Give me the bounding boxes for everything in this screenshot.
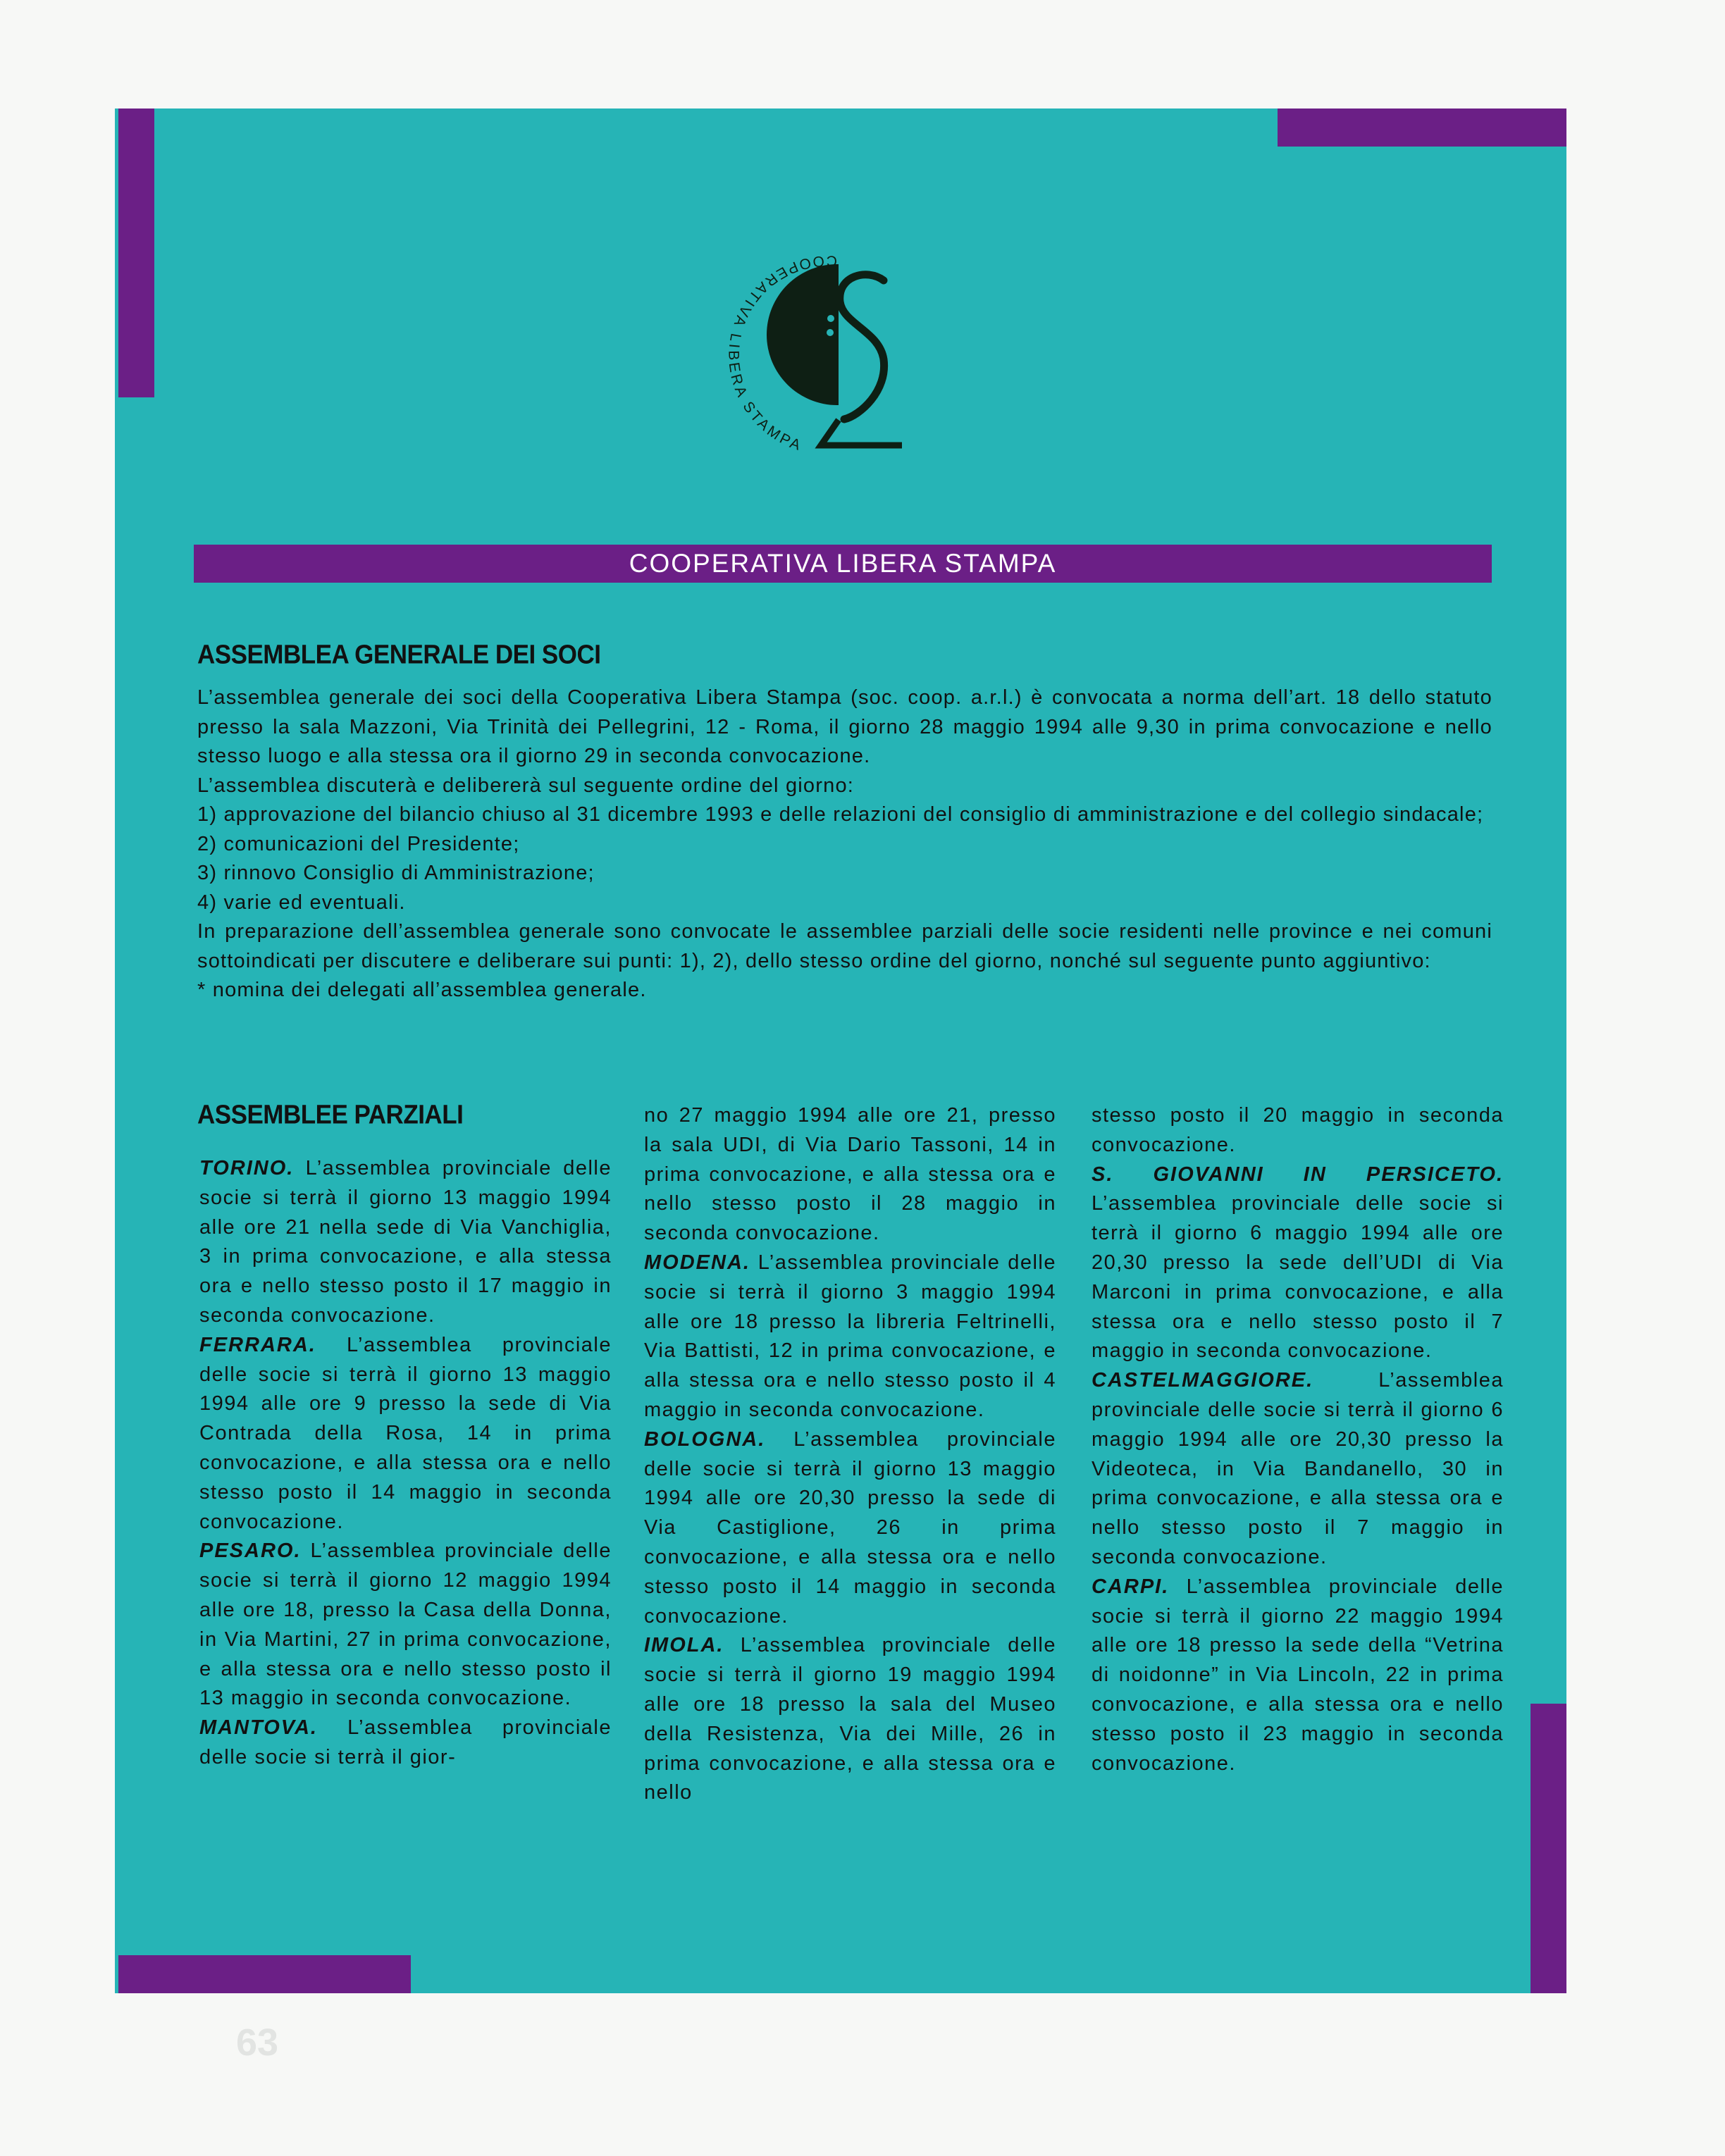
agenda-item: 3) rinnovo Consiglio di Amministrazione; [197, 862, 595, 884]
banner-title: COOPERATIVA LIBERA STAMPA [194, 545, 1492, 583]
intro-paragraph: In preparazione dell’assemblea generale sono convocate le assemblee parziali delle socie residenti nelle province e nei comuni sottoindicati per discutere e deliberare sui punti: 1), 2), dello stesso ordine del giorno, nonché sul seguente punto aggiuntivo: [197, 920, 1492, 972]
section-heading-general-assembly: ASSEMBLEA GENERALE DEI SOCI [197, 640, 601, 670]
accent-bar-bottom-left [118, 1955, 411, 1993]
assembly-entry [199, 1714, 612, 1773]
assembly-entry [644, 1101, 1056, 1249]
entry-text: L’assemblea provinciale delle socie si terrà il giorno 13 maggio 1994 alle ore 21 nella sede di Via Vanchiglia, 3 in prima convocazione, e alla stessa ora e nello stesso posto il 17 maggio in seconda convocazione. [199, 1157, 612, 1327]
entry-text: L’assemblea provinciale delle socie si terrà il giorno 6 maggio 1994 alle ore 20,30 presso la Videoteca, in Via Bandanello, 30 in prima convocazione, e alla stessa ora e nello stesso posto il 7 maggio in seconda convocazione. [1092, 1369, 1504, 1568]
entry-text: stesso posto il 20 maggio in seconda convocazione. [1092, 1104, 1504, 1156]
accent-bar-bottom-right [1531, 1704, 1566, 1993]
assembly-entry [199, 1537, 612, 1714]
city-name: S. GIOVANNI IN PERSICETO. [1092, 1163, 1504, 1186]
city-name: BOLOGNA. [644, 1427, 766, 1451]
agenda-item: 4) varie ed eventuali. [197, 891, 406, 914]
agenda-item: * nomina dei delegati all’assemblea generale. [197, 979, 647, 1001]
entry-text: L’assemblea provinciale delle socie si terrà il giorno 12 maggio 1994 alle ore 18, presso la Casa della Donna, in Via Martini, 27 in prima convocazione, e alla stessa ora e nello stesso posto il 13 maggio in seconda convocazione. [199, 1539, 612, 1710]
intro-paragraph: L’assemblea generale dei soci della Cooperativa Libera Stampa (soc. coop. a.r.l.) è convocata a norma dell’art. 18 dello statuto presso la sala Mazzoni, Via Trinità dei Pellegrini, 12 - Roma, il giorno 28 maggio 1994 alle 9,30 in prima convocazione e nello stesso luogo e alla stessa ora il giorno 29 in seconda convocazione. [197, 686, 1492, 767]
entry-text: L’assemblea provinciale delle socie si terrà il giorno 13 maggio 1994 alle ore 20,30 presso la sede di Via Castiglione, 26 in prima convocazione, e alla stessa ora e nello stesso posto il 14 maggio in seconda convocazione. [644, 1427, 1056, 1628]
assembly-entry [1092, 1101, 1504, 1160]
agenda-item: 1) approvazione del bilancio chiuso al 31 dicembre 1993 e delle relazioni del consiglio di amministrazione e del collegio sindacale; [197, 803, 1484, 826]
city-name: CARPI. [1092, 1575, 1170, 1598]
assembly-entry [1092, 1366, 1504, 1573]
accent-bar-top-left [118, 109, 154, 397]
city-name: CASTELMAGGIORE. [1092, 1369, 1314, 1392]
column-1 [199, 1154, 612, 1773]
entry-text: L’assemblea provinciale delle socie si terrà il giorno 3 maggio 1994 alle ore 18 presso la libreria Feltrinelli, Via Battisti, 12 in prima convocazione, e alla stessa ora e nello stesso posto il 4 maggio in seconda convocazione. [644, 1251, 1056, 1421]
assembly-entry [199, 1154, 612, 1331]
intro-paragraph: L’assemblea discuterà e delibererà sul seguente ordine del giorno: [197, 774, 855, 797]
city-name: TORINO. [199, 1157, 295, 1179]
assembly-entry [199, 1331, 612, 1537]
general-assembly-notice [197, 683, 1492, 1005]
entry-text: L’assemblea provinciale delle socie si terrà il giorno 6 maggio 1994 alle ore 20,30 presso la sede dell’UDI di Via Marconi in prima convocazione, e alla stessa ora e nello stesso posto il 7 maggio in seconda convocazione. [1092, 1192, 1504, 1363]
entry-text: L’assemblea provinciale delle socie si terrà il giorno 13 maggio 1994 alle ore 9 presso la sede di Via Contrada della Rosa, 14 in prima convocazione, e alla stessa ora e nello stesso posto il 14 maggio in seconda convocazione. [199, 1333, 612, 1533]
assembly-entry [644, 1425, 1056, 1632]
cooperativa-libera-stampa-logo-icon [726, 211, 937, 479]
entry-text: L’assemblea provinciale delle socie si terrà il giorno 22 maggio 1994 alle ore 18 presso la sede della “Vetrina di noidonne” in Via Lincoln, 22 in prima convocazione, e alla stessa ora e nello stesso posto il 23 maggio in seconda convocazione. [1092, 1575, 1504, 1775]
city-name: MODENA. [644, 1251, 750, 1274]
accent-bar-top-right [1278, 109, 1566, 147]
city-name: MANTOVA. [199, 1716, 318, 1740]
assembly-entry [1092, 1160, 1504, 1367]
assembly-entry [644, 1249, 1056, 1425]
city-name: PESARO. [199, 1539, 302, 1563]
column-2 [644, 1101, 1056, 1808]
entry-text: L’assemblea provinciale delle socie si terrà il giorno 19 maggio 1994 alle ore 18 presso la sala del Museo della Resistenza, Via dei Mille, 26 in prima convocazione, e alla stessa ora e nello [644, 1634, 1056, 1804]
entry-text: L’assemblea provinciale delle socie si terrà il gior- [199, 1716, 612, 1768]
city-name: FERRARA. [199, 1333, 316, 1356]
column-3 [1092, 1101, 1504, 1778]
page-number: 63 [236, 2021, 279, 2064]
assembly-entry [1092, 1573, 1504, 1779]
entry-text: no 27 maggio 1994 alle ore 21, presso la sala UDI, di Via Dario Tassoni, 14 in prima convocazione, e alla stessa ora e nello stesso posto il 28 maggio in seconda convocazione. [644, 1104, 1056, 1245]
section-heading-partial-assemblies: ASSEMBLEE PARZIALI [197, 1100, 464, 1130]
logo-arc-text: COOPERATIVA LIBERA STAMPA [726, 252, 838, 455]
city-name: IMOLA. [644, 1634, 724, 1657]
assembly-entry [644, 1631, 1056, 1808]
agenda-item: 2) comunicazioni del Presidente; [197, 832, 520, 855]
